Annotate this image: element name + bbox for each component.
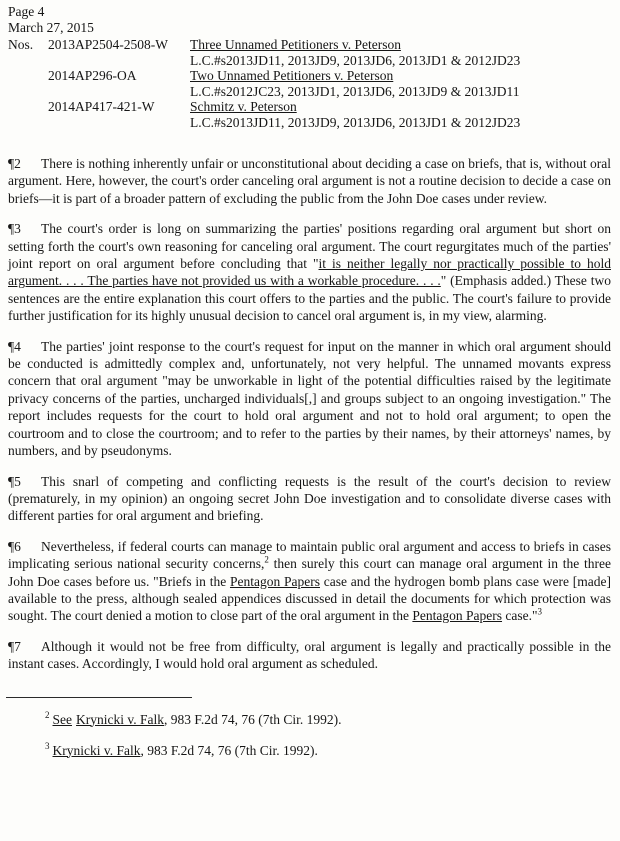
case-caption-block <box>190 99 611 130</box>
case-lc-numbers: L.C.#s2013JD11, 2013JD9, 2013JD6, 2013JD1 & 2012JD23 <box>190 114 521 130</box>
paragraph-number: ¶4 <box>8 338 21 354</box>
case-caption: Three Unnamed Petitioners v. Peterson <box>190 37 401 52</box>
paragraph-5 <box>8 473 611 525</box>
paragraph-text: The parties' joint response to the court's request for input on the manner in which oral argument should be conducted is admittedly complex and, unfortunately, not very helpful. The unnamed movants express concern that oral argument "may be unworkable in light of the potential difficulties raised by the legitimate privacy concerns of the parties, uncharged individuals[,] and groups subject to an ongoing investigation." The report includes requests for the court to hold oral argument and not to hold oral argument; to open the courtroom and to close the courtroom; and to refer to the parties by their names, by their attorneys' names, by numbers, and by pseudonyms. <box>8 338 611 459</box>
nos-label: Nos. <box>8 37 34 52</box>
paragraph-2 <box>8 155 611 207</box>
paragraph-4 <box>8 338 611 460</box>
page-header <box>8 4 611 130</box>
case-caption: Two Unnamed Petitioners v. Peterson <box>190 68 394 83</box>
case-citation-rest: , 983 F.2d 74, 76 (7th Cir. 1992). <box>140 742 318 758</box>
case-caption-block <box>190 37 611 68</box>
paragraph-text: Although it would not be free from difficulty, oral argument is legally and practically possible in the instant cases. Accordingly, I would hold oral argument as scheduled. <box>8 638 611 672</box>
paragraph-3 <box>8 220 611 324</box>
see-signal: See <box>52 711 72 727</box>
paragraph-number: ¶5 <box>8 473 21 489</box>
footnote-separator <box>6 697 192 698</box>
paragraph-text: This snarl of competing and conflicting requests is the result of the court's decision to review (prematurely, in my opinion) an ongoing secret John Doe investigation and to consolidate diverse cases with different parties for oral argument and briefing. <box>8 473 611 524</box>
case-number: 2013AP2504-2508-W <box>48 37 168 52</box>
case-name-pentagon-papers: Pentagon Papers <box>412 608 503 624</box>
paragraph-number: ¶3 <box>8 221 21 237</box>
case-entry <box>8 37 611 68</box>
paragraph-text: case and the hydrogen bomb plans case were [made] available to the press, although sealed appendices discussed in detail the documents for which protection was sought. The court denied a motion to close part of the oral argument in the <box>8 573 612 624</box>
footnote-number: 2 <box>45 710 50 721</box>
case-citation-rest: , 983 F.2d 74, 76 (7th Cir. 1992). <box>164 711 342 727</box>
case-entry <box>8 68 611 99</box>
case-lc-numbers: L.C.#s2013JD11, 2013JD9, 2013JD6, 2013JD1 & 2012JD23 <box>190 52 521 68</box>
case-caption-block <box>190 68 611 99</box>
footnote-number: 3 <box>45 741 50 752</box>
case-list <box>8 37 611 130</box>
paragraph-text: Nevertheless, if federal courts can manage to maintain public oral argument and access to briefs in cases implicating serious national security concerns, <box>8 538 611 572</box>
case-citation-name: Krynicki v. Falk <box>76 711 165 727</box>
case-name-pentagon-papers: Pentagon Papers <box>229 573 320 589</box>
case-entry <box>8 99 611 130</box>
paragraph-7 <box>8 638 611 673</box>
paragraph-number: ¶2 <box>8 156 21 171</box>
date-label: March 27, 2015 <box>8 19 94 35</box>
nos-spacer <box>8 68 48 99</box>
case-caption: Schmitz v. Peterson <box>190 99 297 114</box>
paragraph-6 <box>8 538 611 625</box>
paragraph-text: then surely this court can manage oral argument in the three John Doe cases before us. "Briefs in the <box>8 556 611 589</box>
page-number-label: Page 4 <box>8 4 45 19</box>
paragraph-text: The court's order is long on summarizing the parties' positions regarding oral argument but short on setting forth the court's own reasoning for canceling oral argument. The court regurgitates much of the parties' joint report on oral argument before concluding that " <box>8 221 611 272</box>
footnote-2 <box>8 711 611 728</box>
footnote-ref-2: 2 <box>264 554 269 565</box>
footnote-3 <box>8 742 611 759</box>
case-number: 2014AP296-OA <box>48 68 137 83</box>
paragraph-text: case." <box>502 608 538 624</box>
paragraph-text: " (Emphasis added.) These two sentences are the entire explanation this court offers to the parties and the public. The court's failure to provide further justification for its highly unusual decision to cancel oral argument is, in my view, alarming. <box>8 273 611 324</box>
case-citation-name: Krynicki v. Falk <box>52 742 141 758</box>
paragraph-number: ¶7 <box>8 638 21 654</box>
nos-spacer <box>8 99 48 130</box>
opinion-body <box>8 155 611 673</box>
quoted-emphasis-text: it is neither legally nor practically possible to hold argument. . . . The parties have not provided us with a workable procedure. . . . <box>8 256 611 289</box>
paragraph-number: ¶6 <box>8 538 21 554</box>
case-number: 2014AP417-421-W <box>48 99 155 114</box>
footnote-section <box>8 697 611 759</box>
case-lc-numbers: L.C.#s2012JC23, 2013JD1, 2013JD6, 2013JD9 & 2013JD11 <box>190 83 520 99</box>
footnote-ref-3: 3 <box>537 606 543 617</box>
paragraph-text: There is nothing inherently unfair or unconstitutional about deciding a case on briefs, that is, without oral argument. Here, however, the court's order canceling oral argument is not a routine decision to decide a case on briefs—it is part of a broader pattern of excluding the public from the John Doe cases under review. <box>8 156 611 206</box>
